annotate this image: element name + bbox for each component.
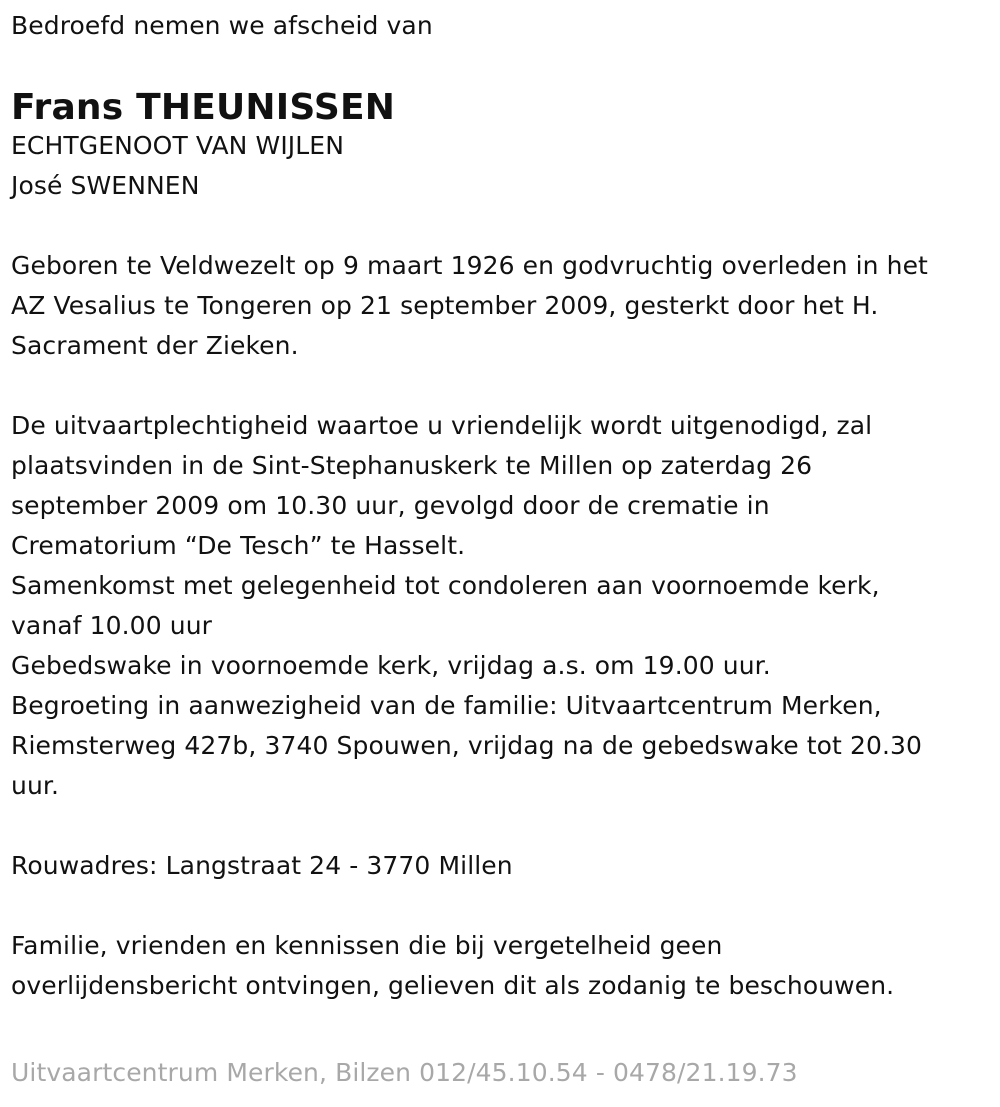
funeral-home-footer: Uitvaartcentrum Merken, Bilzen 012/45.10.54 - 0478/21.19.73 <box>11 1058 798 1087</box>
deceased-name: Frans THEUNISSEN <box>11 87 396 128</box>
paragraph-line: Sacrament der Zieken. <box>11 331 299 360</box>
paragraph-line: De uitvaartplechtigheid waartoe u vriendelijk wordt uitgenodigd, zal <box>11 411 873 440</box>
paragraph-line: Riemsterweg 427b, 3740 Spouwen, vrijdag na de gebedswake tot 20.30 <box>11 731 923 760</box>
intro-text: Bedroefd nemen we afscheid van <box>11 11 433 40</box>
paragraph-line: september 2009 om 10.30 uur, gevolgd door de crematie in <box>11 491 770 520</box>
paragraph-line: Samenkomst met gelegenheid tot condoleren aan voornoemde kerk, <box>11 571 880 600</box>
notice-paragraph <box>11 926 991 1006</box>
paragraph-line: AZ Vesalius te Tongeren op 21 september 2009, gesterkt door het H. <box>11 291 879 320</box>
paragraph-line: Familie, vrienden en kennissen die bij vergetelheid geen <box>11 931 723 960</box>
paragraph-line: Geboren te Veldwezelt op 9 maart 1926 en godvruchtig overleden in het <box>11 251 928 280</box>
mourning-address: Rouwadres: Langstraat 24 - 3770 Millen <box>11 851 513 880</box>
paragraph-line: Begroeting in aanwezigheid van de familie: Uitvaartcentrum Merken, <box>11 691 882 720</box>
obituary-notice <box>11 6 991 1006</box>
spouse-name: José SWENNEN <box>11 171 200 200</box>
deceased-section <box>11 86 991 206</box>
paragraph-line: Gebedswake in voornoemde kerk, vrijdag a.s. om 19.00 uur. <box>11 651 771 680</box>
paragraph-line: Crematorium “De Tesch” te Hasselt. <box>11 531 466 560</box>
paragraph-line: overlijdensbericht ontvingen, gelieven dit als zodanig te beschouwen. <box>11 971 895 1000</box>
relation-text: ECHTGENOOT VAN WIJLEN <box>11 131 345 160</box>
ceremony-paragraph <box>11 406 991 806</box>
birth-death-paragraph <box>11 246 991 366</box>
paragraph-line: vanaf 10.00 uur <box>11 611 213 640</box>
paragraph-line: uur. <box>11 771 60 800</box>
mourning-address-section <box>11 846 991 886</box>
paragraph-line: plaatsvinden in de Sint-Stephanuskerk te Millen op zaterdag 26 <box>11 451 813 480</box>
